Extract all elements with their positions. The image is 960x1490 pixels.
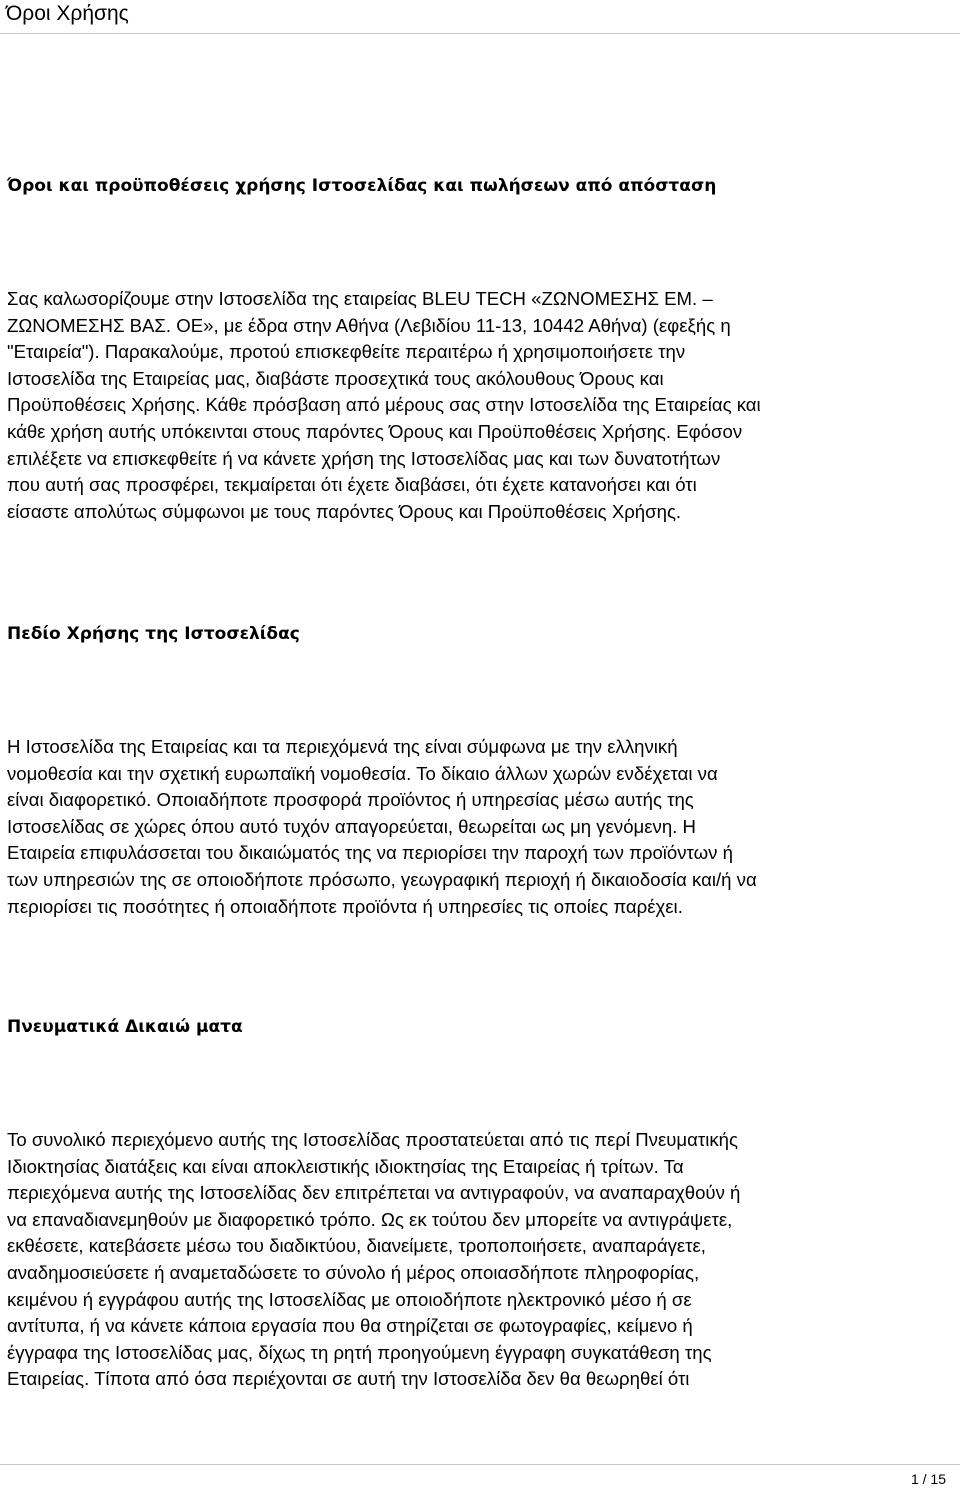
ip-heading: Πνευματικά Δικαιώ ματα bbox=[7, 1017, 243, 1037]
text-line: να επαναδιανεμηθούν με διαφορετικό τρόπο. Ως εκ τούτου δεν μπορείτε να αντιγράψετε, bbox=[7, 1208, 733, 1230]
text-line: επιλέξετε να επισκεφθείτε ή να κάνετε χρήση της Ιστοσελίδας μας και των δυνατοτήτων bbox=[7, 447, 721, 469]
text-line: Ιστοσελίδας σε χώρες όπου αυτό τυχόν απαγορεύεται, θεωρείται ως μη γενόμενη. Η bbox=[7, 815, 696, 837]
text-line: Ιστοσελίδα της Εταιρείας μας, διαβάστε προσεχτικά τους ακόλουθους Όρους και bbox=[7, 367, 664, 389]
text-line: κειμένου ή εγγράφου αυτής της Ιστοσελίδας με οποιοδήποτε ηλεκτρονικό μέσο ή σε bbox=[7, 1288, 692, 1310]
text-line: Η Ιστοσελίδα της Εταιρείας και τα περιεχόμενά της είναι σύμφωνα με την ελληνική bbox=[7, 736, 678, 757]
scope-heading: Πεδίο Χρήσης της Ιστοσελίδας bbox=[7, 624, 300, 644]
text-line: αναδημοσιεύσετε ή αναμεταδώσετε το σύνολο ή μέρος οποιασδήποτε πληροφορίας, bbox=[7, 1261, 700, 1283]
header-divider bbox=[0, 33, 960, 34]
text-line: Σας καλωσορίζουμε στην Ιστοσελίδα της εταιρείας BLEU TECH «ΖΩΝΟΜΕΣΗΣ ΕΜ. – bbox=[7, 288, 713, 309]
text-line: κάθε χρήση αυτής υπόκεινται στους παρόντες Όρους και Προϋποθέσεις Χρήσης. Εφόσον bbox=[7, 420, 743, 442]
scope-paragraph bbox=[7, 734, 947, 920]
intro-paragraph bbox=[7, 286, 947, 525]
text-line: ΖΩΝΟΜΕΣΗΣ ΒΑΣ. ΟΕ», με έδρα στην Αθήνα (Λεβιδίου 11-13, 10442 Αθήνα) (εφεξής η bbox=[7, 314, 731, 336]
text-line: είσαστε απολύτως σύμφωνοι με τους παρόντες Όρους και Προϋποθέσεις Χρήσης. bbox=[7, 500, 682, 522]
footer-divider bbox=[0, 1464, 960, 1465]
page-number: 1 / 15 bbox=[910, 1471, 946, 1487]
text-line: έγγραφα της Ιστοσελίδας μας, δίχως τη ρητή προηγούμενη έγγραφη συγκατάθεση της bbox=[7, 1341, 712, 1363]
text-line: που αυτή σας προσφέρει, τεκμαίρεται ότι έχετε διαβάσει, ότι έχετε κατανοήσει και ότι bbox=[7, 474, 697, 496]
text-line: εκθέσετε, κατεβάσετε μέσω του διαδικτύου, διανείμετε, τροποποιήσετε, αναπαράγετε, bbox=[7, 1235, 706, 1257]
text-line: νομοθεσία και την σχετική ευρωπαϊκή νομοθεσία. Το δίκαιο άλλων χωρών ενδέχεται να bbox=[7, 762, 718, 784]
text-line: Προϋποθέσεις Χρήσης. Κάθε πρόσβαση από μέρους σας στην Ιστοσελίδα της Εταιρείας και bbox=[7, 394, 761, 416]
text-line: περιεχόμενα αυτής της Ιστοσελίδας δεν επιτρέπεται να αντιγραφούν, να αναπαραχθούν ή bbox=[7, 1182, 741, 1204]
text-line: αντίτυπα, ή να κάνετε κάποια εργασία που θα στηρίζεται σε φωτογραφίες, κείμενο ή bbox=[7, 1315, 693, 1337]
ip-paragraph bbox=[7, 1127, 947, 1393]
text-line: περιορίσει τις ποσότητες ή οποιαδήποτε προϊόντα ή υπηρεσίες τις οποίες παρέχει. bbox=[7, 895, 683, 917]
text-line: είναι διαφορετικό. Οποιαδήποτε προσφορά προϊόντος ή υπηρεσίας μέσω αυτής της bbox=[7, 789, 694, 811]
text-line: Ιδιοκτησίας διατάξεις και είναι αποκλειστικής ιδιοκτησίας της Εταιρείας ή τρίτων. Τα bbox=[7, 1155, 684, 1177]
text-line: Εταιρείας. Τίποτα από όσα περιέχονται σε αυτή την Ιστοσελίδα δεν θα θεωρηθεί ότι bbox=[7, 1368, 690, 1390]
text-line: Το συνολικό περιεχόμενο αυτής της Ιστοσελίδας προστατεύεται από τις περί Πνευματικής bbox=[7, 1129, 738, 1150]
text-line: των υπηρεσιών της σε οποιοδήποτε πρόσωπο, γεωγραφική περιοχή ή δικαιοδοσία και/ή να bbox=[7, 868, 757, 890]
page-title: Όροι Χρήσης bbox=[6, 2, 129, 25]
text-line: Εταιρεία επιφυλάσσεται του δικαιώματός της να περιορίσει την παροχή των προϊόντων ή bbox=[7, 842, 733, 864]
main-heading: Όροι και προϋποθέσεις χρήσης Ιστοσελίδας και πωλήσεων από απόσταση bbox=[7, 176, 717, 196]
text-line: "Εταιρεία"). Παρακαλούμε, προτού επισκεφθείτε περαιτέρω ή χρησιμοποιήσετε την bbox=[7, 341, 686, 363]
